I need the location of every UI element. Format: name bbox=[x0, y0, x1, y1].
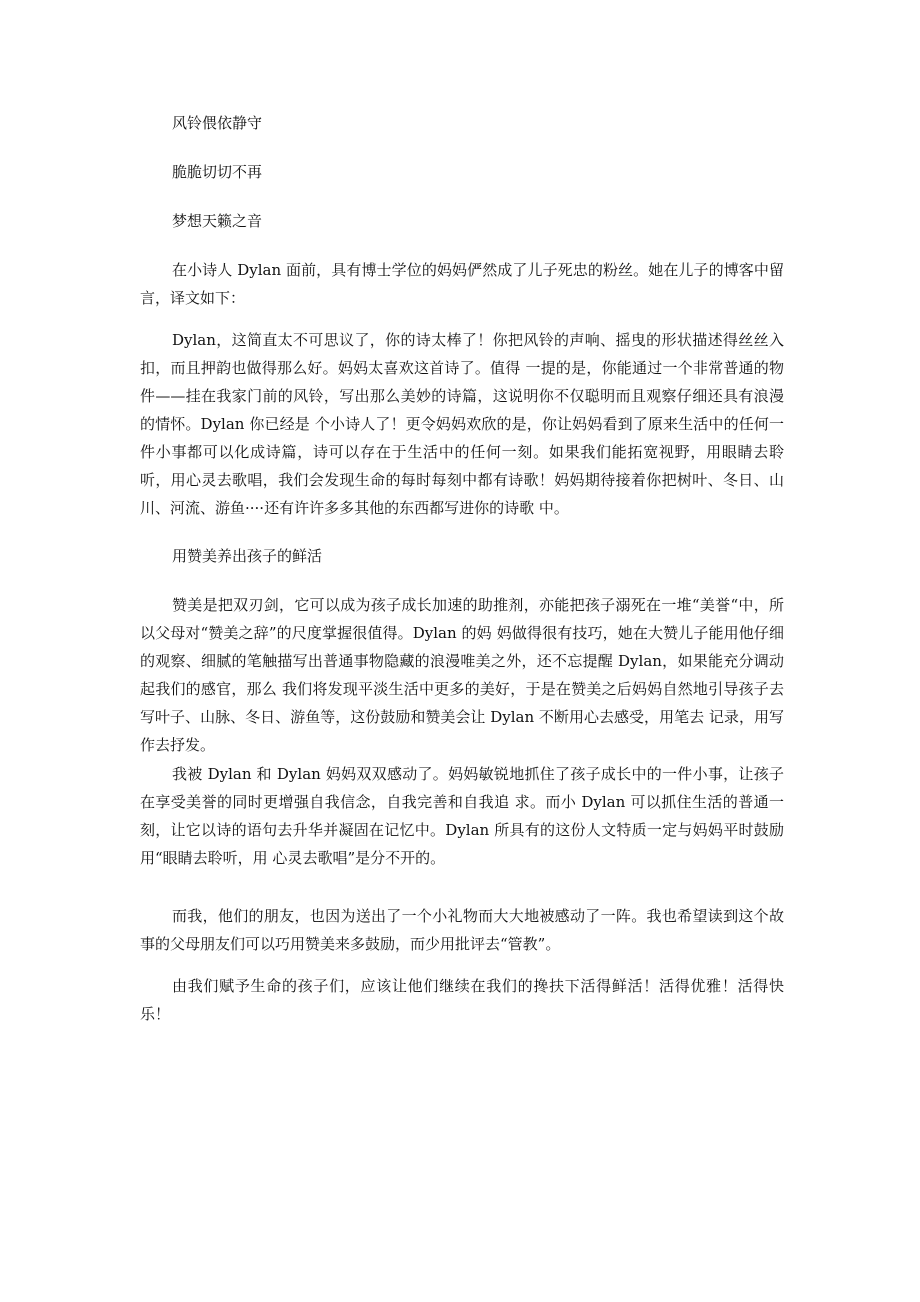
mother-comment-paragraph: Dylan，这简直太不可思议了，你的诗太棒了！你把风铃的声响、摇曳的形状描述得丝丝入扣，而且押韵也做得那么好。妈妈太喜欢这首诗了。值得 一提的是，你能通过一个非常普通的物件——挂在我家门前的风铃，写出那么美妙的诗篇，这说明你不仅聪明而且观察仔细还具有浪漫的情怀。Dylan 你已经是 个小诗人了！更令妈妈欢欣的是，你让妈妈看到了原来生活中的任何一件小事都可以化成诗篇，诗可以存在于生活中的任何一刻。如果我们能拓宽视野，用眼睛去聆 听，用心灵去歌唱，我们会发现生命的每时每刻中都有诗歌！妈妈期待接着你把树叶、冬日、山川、河流、游鱼····还有许许多多其他的东西都写进你的诗歌 中。 bbox=[140, 331, 784, 517]
touched-paragraph: 我被 Dylan 和 Dylan 妈妈双双感动了。妈妈敏锐地抓住了孩子成长中的一件小事，让孩子在享受美誉的同时更增强自我信念，自我完善和自我追 求。而小 Dylan 可以抓住生活的普通一刻，让它以诗的语句去升华并凝固在记忆中。Dylan 所具有的这份人文特质一定与妈妈平时鼓励用“眼睛去聆听，用 心灵去歌唱”是分不开的。 bbox=[140, 765, 784, 867]
poem-line-3: 梦想天籁之音 bbox=[172, 212, 263, 230]
friend-paragraph: 而我，他们的朋友，也因为送出了一个小礼物而大大地被感动了一阵。我也希望读到这个故事的父母朋友们可以巧用赞美来多鼓励，而少用批评去“管教”。 bbox=[140, 907, 784, 953]
intro-paragraph: 在小诗人 Dylan 面前，具有博士学位的妈妈俨然成了儿子死忠的粉丝。她在儿子的博客中留言，译文如下： bbox=[140, 261, 784, 307]
poem-line-1: 风铃偎依静守 bbox=[172, 114, 263, 132]
section-heading: 用赞美养出孩子的鲜活 bbox=[172, 547, 323, 565]
poem-line-2: 脆脆切切不再 bbox=[172, 163, 263, 181]
closing-paragraph: 由我们赋予生命的孩子们，应该让他们继续在我们的搀扶下活得鲜活！活得优雅！活得快乐！ bbox=[140, 977, 784, 1023]
praise-paragraph: 赞美是把双刃剑，它可以成为孩子成长加速的助推剂，亦能把孩子溺死在一堆“美誉“中，所以父母对“赞美之辞”的尺度掌握很值得。Dylan 的妈 妈做得很有技巧，她在大赞儿子能用他仔细的观察、细腻的笔触描写出普通事物隐藏的浪漫唯美之外，还不忘提醒 Dylan，如果能充分调动起我们的感官，那么 我们将发现平淡生活中更多的美好，于是在赞美之后妈妈自然地引导孩子去写叶子、山脉、冬日、游鱼等，这份鼓励和赞美会让 Dylan 不断用心去感受，用笔去 记录，用写作去抒发。 bbox=[140, 596, 784, 754]
